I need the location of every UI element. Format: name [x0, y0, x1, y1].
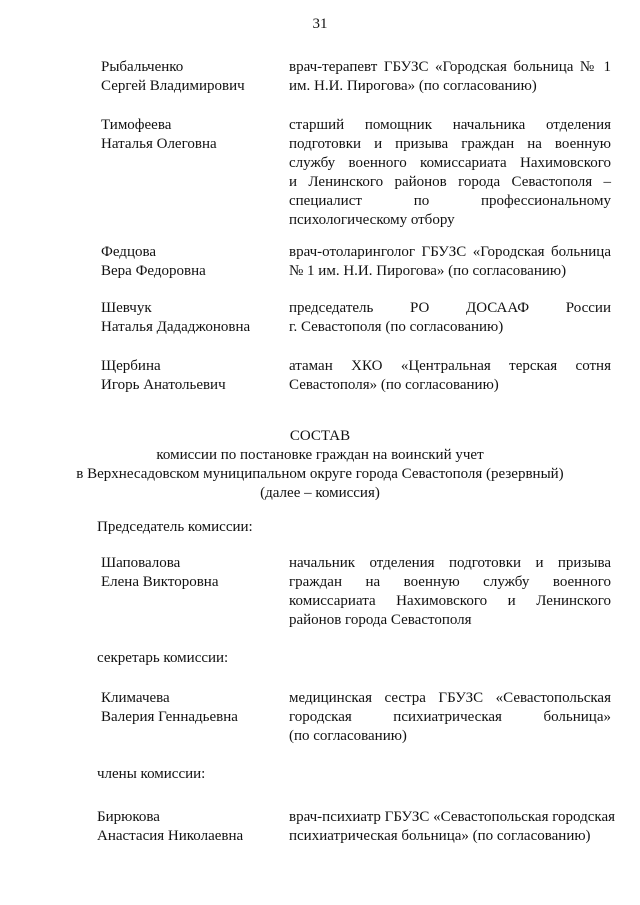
heading-line: в Верхнесадовском муниципальном округе города Севастополя (резервный) — [76, 466, 564, 482]
role-line: врач-отоларинголог ГБУЗС «Городская больница — [289, 244, 611, 260]
member-name — [101, 357, 276, 395]
role-line: медицинская сестра ГБУЗС «Севастопольская — [289, 690, 611, 706]
role-line: врач-терапевт ГБУЗС «Городская больница № 1 — [289, 59, 611, 75]
given-names: Валерия Геннадьевна — [101, 709, 238, 725]
role-line: психологическому отбору — [289, 212, 455, 228]
surname: Рыбальченко — [101, 59, 184, 75]
role-line: подготовки и призыва граждан на военную — [289, 136, 611, 152]
role-line: № 1 им. Н.И. Пирогова» (по согласованию) — [289, 263, 567, 279]
given-names: Анастасия Николаевна — [97, 828, 244, 844]
member-name — [101, 116, 276, 154]
heading-line: (далее – комиссия) — [260, 485, 380, 501]
role-line: городская психиатрическая больница» — [289, 709, 611, 725]
member-role — [289, 243, 611, 281]
given-names: Наталья Дададжоновна — [101, 319, 251, 335]
section-heading — [0, 427, 640, 503]
member-role — [289, 808, 615, 846]
role-line: начальник отделения подготовки и призыва — [289, 555, 611, 571]
member-name — [101, 58, 276, 96]
role-line: (по согласованию) — [289, 728, 407, 744]
member-role — [289, 116, 611, 230]
role-line: старший помощник начальника отделения — [289, 117, 611, 133]
given-names: Елена Викторовна — [101, 574, 219, 590]
given-names: Игорь Анатольевич — [101, 377, 226, 393]
role-line: председатель РО ДОСААФ России — [289, 300, 611, 316]
member-role — [289, 58, 611, 96]
role-line: и Ленинского районов города Севастополя – — [289, 174, 611, 190]
surname: Щербина — [101, 358, 161, 374]
given-names: Вера Федоровна — [101, 263, 206, 279]
role-line: атаман ХКО «Центральная терская сотня — [289, 358, 611, 374]
heading-line: комиссии по постановке граждан на воинский учет — [156, 447, 484, 463]
role-line: врач-психиатр ГБУЗС «Севастопольская городская — [289, 809, 615, 825]
surname: Шаповалова — [101, 555, 181, 571]
role-line: Севастополя» (по согласованию) — [289, 377, 499, 393]
surname: Климачева — [101, 690, 170, 706]
heading-title: СОСТАВ — [289, 428, 351, 444]
member-role — [289, 357, 611, 395]
given-names: Наталья Олеговна — [101, 136, 217, 152]
role-line: службу военного комиссариата Нахимовского — [289, 155, 611, 171]
member-name — [101, 243, 276, 281]
surname: Шевчук — [101, 300, 152, 316]
role-line: граждан на военную службу военного — [289, 574, 611, 590]
chair-name — [101, 554, 276, 592]
role-line: психиатрическая больница» (по согласованию) — [289, 828, 591, 844]
role-line: им. Н.И. Пирогова» (по согласованию) — [289, 78, 537, 94]
secretary-role — [289, 689, 611, 746]
role-line: комиссариата Нахимовского и Ленинского — [289, 593, 611, 609]
members-label: члены комиссии: — [97, 766, 206, 782]
role-line: специалист по профессиональному — [289, 193, 611, 209]
role-line: г. Севастополя (по согласованию) — [289, 319, 504, 335]
page-number: 31 — [312, 16, 328, 32]
surname: Тимофеева — [101, 117, 172, 133]
chair-role — [289, 554, 611, 630]
member-name — [97, 808, 272, 846]
member-role — [289, 299, 611, 337]
secretary-label: секретарь комиссии: — [97, 650, 229, 666]
secretary-name — [101, 689, 276, 727]
surname: Федцова — [101, 244, 157, 260]
chair-label: Председатель комиссии: — [97, 519, 253, 535]
role-line: районов города Севастополя — [289, 612, 472, 628]
given-names: Сергей Владимирович — [101, 78, 245, 94]
member-name — [101, 299, 276, 337]
surname: Бирюкова — [97, 809, 160, 825]
